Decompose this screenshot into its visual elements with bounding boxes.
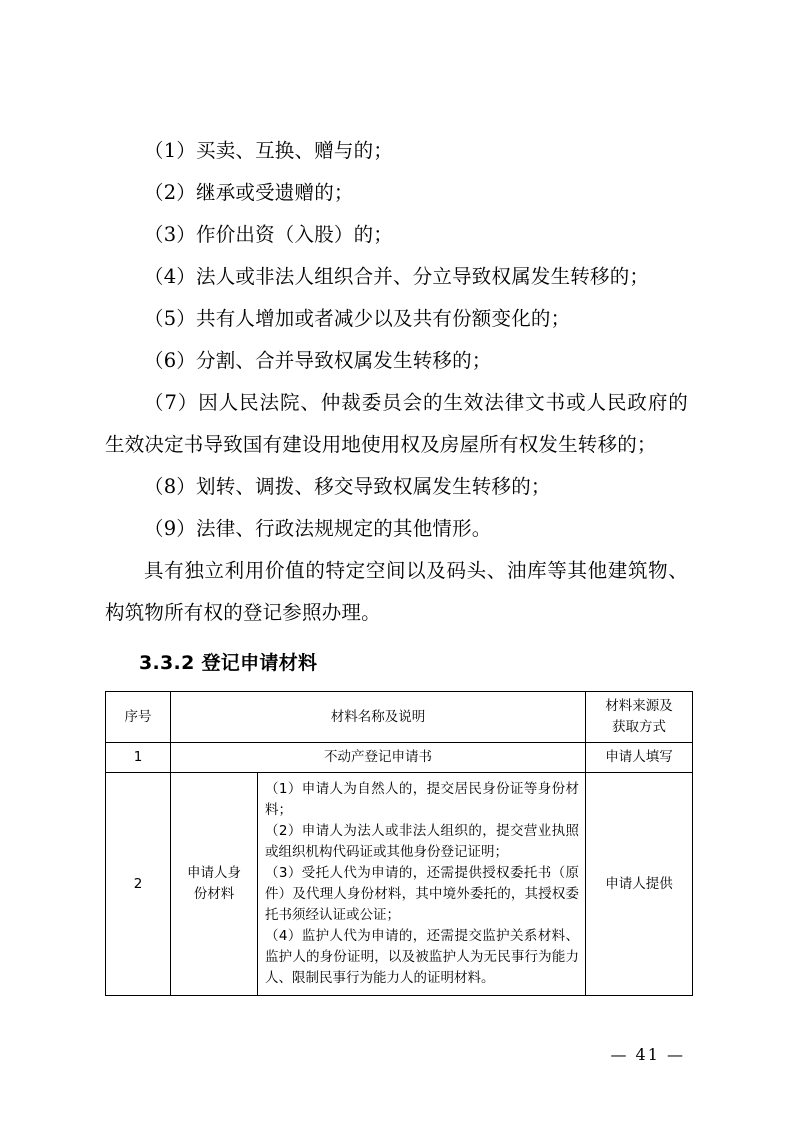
table-row bbox=[106, 743, 693, 773]
list-item: （2）继承或受遗赠的； bbox=[144, 181, 354, 204]
list-item: （1）申请人为自然人的，提交居民身份证等身份材料； bbox=[265, 781, 579, 818]
list-item: （2）申请人为法人或非法人组织的，提交营业执照或组织机构代码证或其他身份登记证明； bbox=[265, 823, 579, 860]
list-item: （1）买卖、互换、赠与的； bbox=[144, 139, 394, 162]
list-item: （9）法律、行政法规规定的其他情形。 bbox=[144, 517, 492, 540]
list-item: （6）分割、合并导致权属发生转移的； bbox=[144, 349, 492, 372]
row-number: 2 bbox=[106, 773, 171, 996]
application-materials-table bbox=[105, 691, 693, 996]
row-number: 1 bbox=[106, 743, 171, 773]
table-header-no: 序号 bbox=[106, 692, 171, 743]
table-row bbox=[106, 773, 693, 996]
list-item: （7）因人民法院、仲裁委员会的生效法律文书或人民政府的生效决定书导致国有建设用地使用权及房屋所有权发生转移的； bbox=[105, 391, 688, 456]
list-item: （5）共有人增加或者减少以及共有份额变化的； bbox=[144, 307, 571, 330]
table-header-source-line2: 获取方式 bbox=[612, 719, 666, 735]
table-header-source-line1: 材料来源及 bbox=[605, 698, 673, 714]
list-item: （4）法人或非法人组织合并、分立导致权属发生转移的； bbox=[144, 265, 650, 288]
row-material-title-line2: 份材料 bbox=[193, 886, 235, 902]
row-material-title bbox=[171, 773, 258, 995]
row-source: 申请人填写 bbox=[586, 743, 693, 773]
row-material-name: 不动产登记申请书 bbox=[171, 743, 586, 773]
table-header-name: 材料名称及说明 bbox=[171, 692, 586, 743]
row-material-items bbox=[258, 773, 586, 995]
page-number: — 41 — bbox=[610, 1045, 685, 1064]
body-text-block bbox=[105, 130, 688, 634]
list-item: （3）作价出资（入股）的； bbox=[144, 223, 394, 246]
table-header-source bbox=[586, 692, 693, 743]
section-heading: 3.3.2 登记申请材料 bbox=[139, 652, 318, 674]
list-item: （4）监护人代为申请的，还需提交监护关系材料、监护人的身份证明，以及被监护人为无民事行为能力人、限制民事行为能力人的证明材料。 bbox=[265, 928, 579, 986]
row-material-title-line1: 申请人身 bbox=[187, 865, 241, 881]
paragraph-note: 具有独立利用价值的特定空间以及码头、油库等其他建筑物、构筑物所有权的登记参照办理。 bbox=[105, 559, 688, 624]
table-header-row bbox=[106, 692, 693, 743]
row-material-name bbox=[171, 773, 586, 996]
row-source: 申请人提供 bbox=[586, 773, 693, 996]
list-item: （8）划转、调拨、移交导致权属发生转移的； bbox=[144, 475, 551, 498]
list-item: （3）受托人代为申请的，还需提供授权委托书（原件）及代理人身份材料，其中境外委托的，其授权委托书须经认证或公证； bbox=[265, 865, 579, 923]
